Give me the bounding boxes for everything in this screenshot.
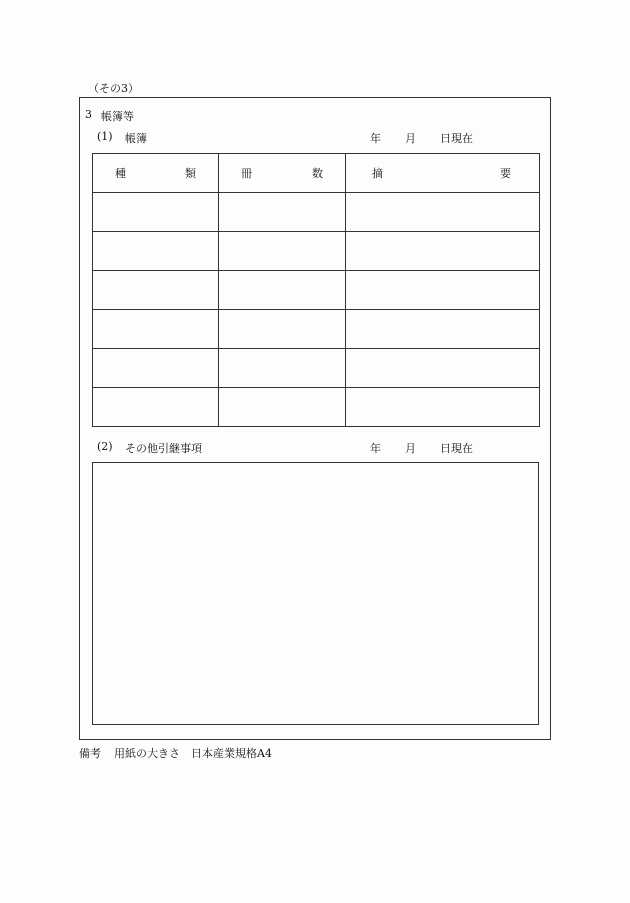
header-type-b: 類: [185, 167, 196, 180]
sub2-number: (2): [97, 440, 113, 453]
ledger-count-cell[interactable]: [219, 388, 346, 427]
sub2-date-year: 年: [370, 442, 381, 455]
ledger-type-cell[interactable]: [93, 271, 219, 310]
section-title: 帳簿等: [101, 110, 134, 123]
section-number: 3: [85, 108, 92, 121]
sub1-date-year: 年: [370, 132, 381, 145]
ledger-summary-cell[interactable]: [346, 349, 540, 388]
header-type-a: 種: [115, 167, 126, 180]
ledger-summary-cell[interactable]: [346, 271, 540, 310]
ledger-count-cell[interactable]: [219, 349, 346, 388]
ledger-count-cell[interactable]: [219, 193, 346, 232]
header-summary-a: 摘: [372, 167, 383, 180]
footer-label: 備考: [79, 747, 101, 760]
header-count-a: 冊: [241, 167, 252, 180]
ledger-count-cell[interactable]: [219, 232, 346, 271]
header-count-b: 数: [312, 167, 323, 180]
sub1-date-month: 月: [405, 132, 416, 145]
ledger-type-cell[interactable]: [93, 310, 219, 349]
ledger-row: [93, 310, 540, 349]
header-type: [93, 154, 219, 193]
ledger-type-cell[interactable]: [93, 349, 219, 388]
sub2-title: その他引継事項: [125, 442, 202, 455]
page-label: （その3）: [88, 82, 139, 95]
ledger-type-cell[interactable]: [93, 193, 219, 232]
ledger-row: [93, 388, 540, 427]
ledger-row: [93, 193, 540, 232]
footer-text: 用紙の大きさ 日本産業規格A4: [114, 747, 272, 760]
sub1-number: (1): [97, 130, 113, 143]
ledger-header-row: [93, 154, 540, 193]
header-summary-b: 要: [500, 167, 511, 180]
sub2-date-month: 月: [405, 442, 416, 455]
ledger-row: [93, 271, 540, 310]
ledger-count-cell[interactable]: [219, 271, 346, 310]
sub1-title: 帳簿: [125, 132, 147, 145]
sub1-date-suffix: 日現在: [440, 132, 473, 145]
ledger-type-cell[interactable]: [93, 232, 219, 271]
ledger-summary-cell[interactable]: [346, 232, 540, 271]
ledger-count-cell[interactable]: [219, 310, 346, 349]
ledger-summary-cell[interactable]: [346, 310, 540, 349]
ledger-row: [93, 349, 540, 388]
header-summary: [346, 154, 540, 193]
sub2-date-suffix: 日現在: [440, 442, 473, 455]
ledger-row: [93, 232, 540, 271]
ledger-type-cell[interactable]: [93, 388, 219, 427]
other-items-box[interactable]: [92, 462, 539, 725]
ledger-summary-cell[interactable]: [346, 193, 540, 232]
ledger-table: [92, 153, 540, 427]
header-count: [219, 154, 346, 193]
ledger-summary-cell[interactable]: [346, 388, 540, 427]
